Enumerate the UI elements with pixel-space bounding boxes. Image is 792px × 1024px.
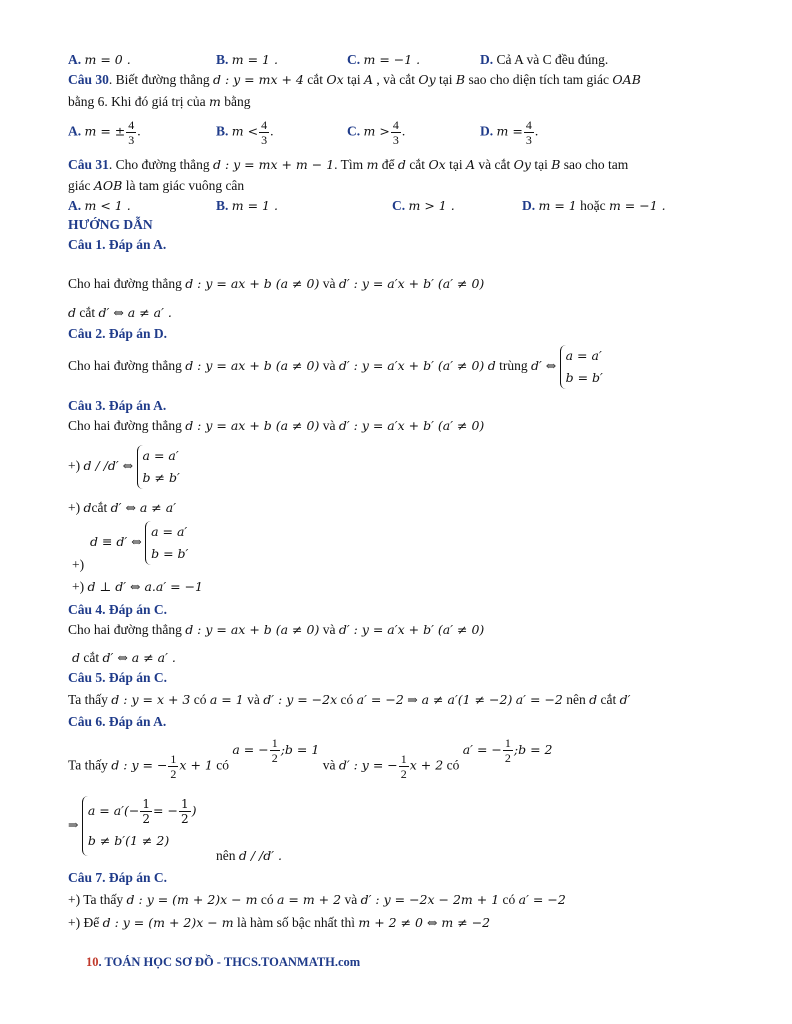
answer-1-heading: Câu 1. Đáp án A. [68, 237, 167, 252]
q29-option-d: D. Cả A và C đều đúng. [480, 52, 609, 67]
answer-4-line2: d cắt d′ ⇔ a ≠ a′ . [72, 650, 176, 665]
question-30: Câu 30. Biết đường thẳng d : y = mx + 4 cắt Ox tại A , và cắt Oy tại B sao cho diện tích tam giác OAB [68, 72, 641, 87]
answer-4-line1: Cho hai đường thẳng d : y = ax + b (a ≠ 0) và d′ : y = a′x + b′ (a′ ≠ 0) [68, 622, 485, 637]
q31-option-d: D. m = 1 hoặc m = −1 . [522, 198, 666, 213]
answer-5-heading: Câu 5. Đáp án C. [68, 670, 168, 685]
guide-title: HƯỚNG DẪN [68, 217, 153, 232]
q29-option-a: A. m = 0 . [68, 52, 131, 67]
question-31-line2: giác AOB là tam giác vuông cân [68, 178, 245, 193]
q31-option-b: B. m = 1 . [216, 198, 278, 213]
answer-1-line2: d cắt d′ ⇔ a ≠ a′ . [68, 305, 172, 320]
answer-2-heading: Câu 2. Đáp án D. [68, 326, 168, 341]
answer-3-heading: Câu 3. Đáp án A. [68, 398, 167, 413]
answer-6-result: nên d / /d′ . [216, 848, 283, 863]
q30-option-a: A. m = ± $\frac{4}{3}$ . [68, 118, 141, 147]
answer-3-perpendicular: +) d ⊥ d′ ⇔ a.a′ = −1 [72, 579, 204, 594]
question-31: Câu 31. Cho đường thẳng d : y = mx + m − 1. Tìm m để d cắt Ox tại A và cắt Oy tại B sao cho tam [68, 157, 629, 172]
answer-3-plus: +) [72, 557, 85, 572]
answer-3-coincide: d ≡ d′ ⇔ a = a′ b = b′ [90, 521, 192, 565]
answer-7-line1: +) Ta thấy d : y = (m + 2)x − m có a = m + 2 và d′ : y = −2x − 2m + 1 có a′ = −2 [68, 892, 566, 907]
page-number: 10 [86, 955, 99, 969]
answer-5-line1: Ta thấy d : y = x + 3 có a = 1 và d′ : y = −2x có a′ = −2 ⇒ a ≠ a′(1 ≠ −2) a′ = −2 nên d cắt d′ [68, 692, 631, 707]
answer-2-line1: Cho hai đường thẳng d : y = ax + b (a ≠ 0) và d′ : y = a′x + b′ (a′ ≠ 0) d trùng d′ ⇔ a = a′ b = b′ [68, 345, 607, 389]
answer-3-cut: +) dcắt d′ ⇔ a ≠ a′ [68, 500, 177, 515]
answer-7-heading: Câu 7. Đáp án C. [68, 870, 168, 885]
answer-3-parallel: +) d / /d′ ⇔ a = a′ b ≠ b′ [68, 445, 184, 489]
q31-option-a: A. m < 1 . [68, 198, 131, 213]
q30-option-d: D. m = $\frac{4}{3}$ . [480, 118, 539, 147]
q30-option-b: B. m < $\frac{4}{3}$ . [216, 118, 274, 147]
answer-3-line1: Cho hai đường thẳng d : y = ax + b (a ≠ 0) và d′ : y = a′x + b′ (a′ ≠ 0) [68, 418, 485, 433]
answer-7-line2: +) Để d : y = (m + 2)x − m là hàm số bậc nhất thì m + 2 ≠ 0 ⇔ m ≠ −2 [68, 915, 491, 930]
answer-6-line1: Ta thấy d : y = − $\frac{1}{2}$ x + 1 có a = − $\frac{1}{2}$ ;b = 1 và d′ : y = − $\frac{1}{2}$ x + 2 có a′ = − $\frac{1}{2}$ ;b = 2 [68, 736, 553, 781]
question-30-line2: bằng 6. Khi đó giá trị của m bằng [68, 94, 251, 109]
q30-option-c: C. m > $\frac{4}{3}$ . [347, 118, 406, 147]
page-footer [86, 955, 360, 970]
answer-6-heading: Câu 6. Đáp án A. [68, 714, 167, 729]
q29-option-c: C. m = −1 . [347, 52, 421, 67]
answer-1-line1: Cho hai đường thẳng d : y = ax + b (a ≠ 0) và d′ : y = a′x + b′ (a′ ≠ 0) [68, 276, 485, 291]
q31-option-c: C. m > 1 . [392, 198, 455, 213]
q29-option-b: B. m = 1 . [216, 52, 278, 67]
answer-6-system: ⇒ a = a′(− $\frac{1}{2}$ = − $\frac{1}{2}$ ) b ≠ b′(1 ≠ 2) [68, 796, 201, 856]
answer-4-heading: Câu 4. Đáp án C. [68, 602, 168, 617]
footer-text: . TOÁN HỌC SƠ ĐỒ - THCS.TOANMATH.com [98, 955, 361, 969]
